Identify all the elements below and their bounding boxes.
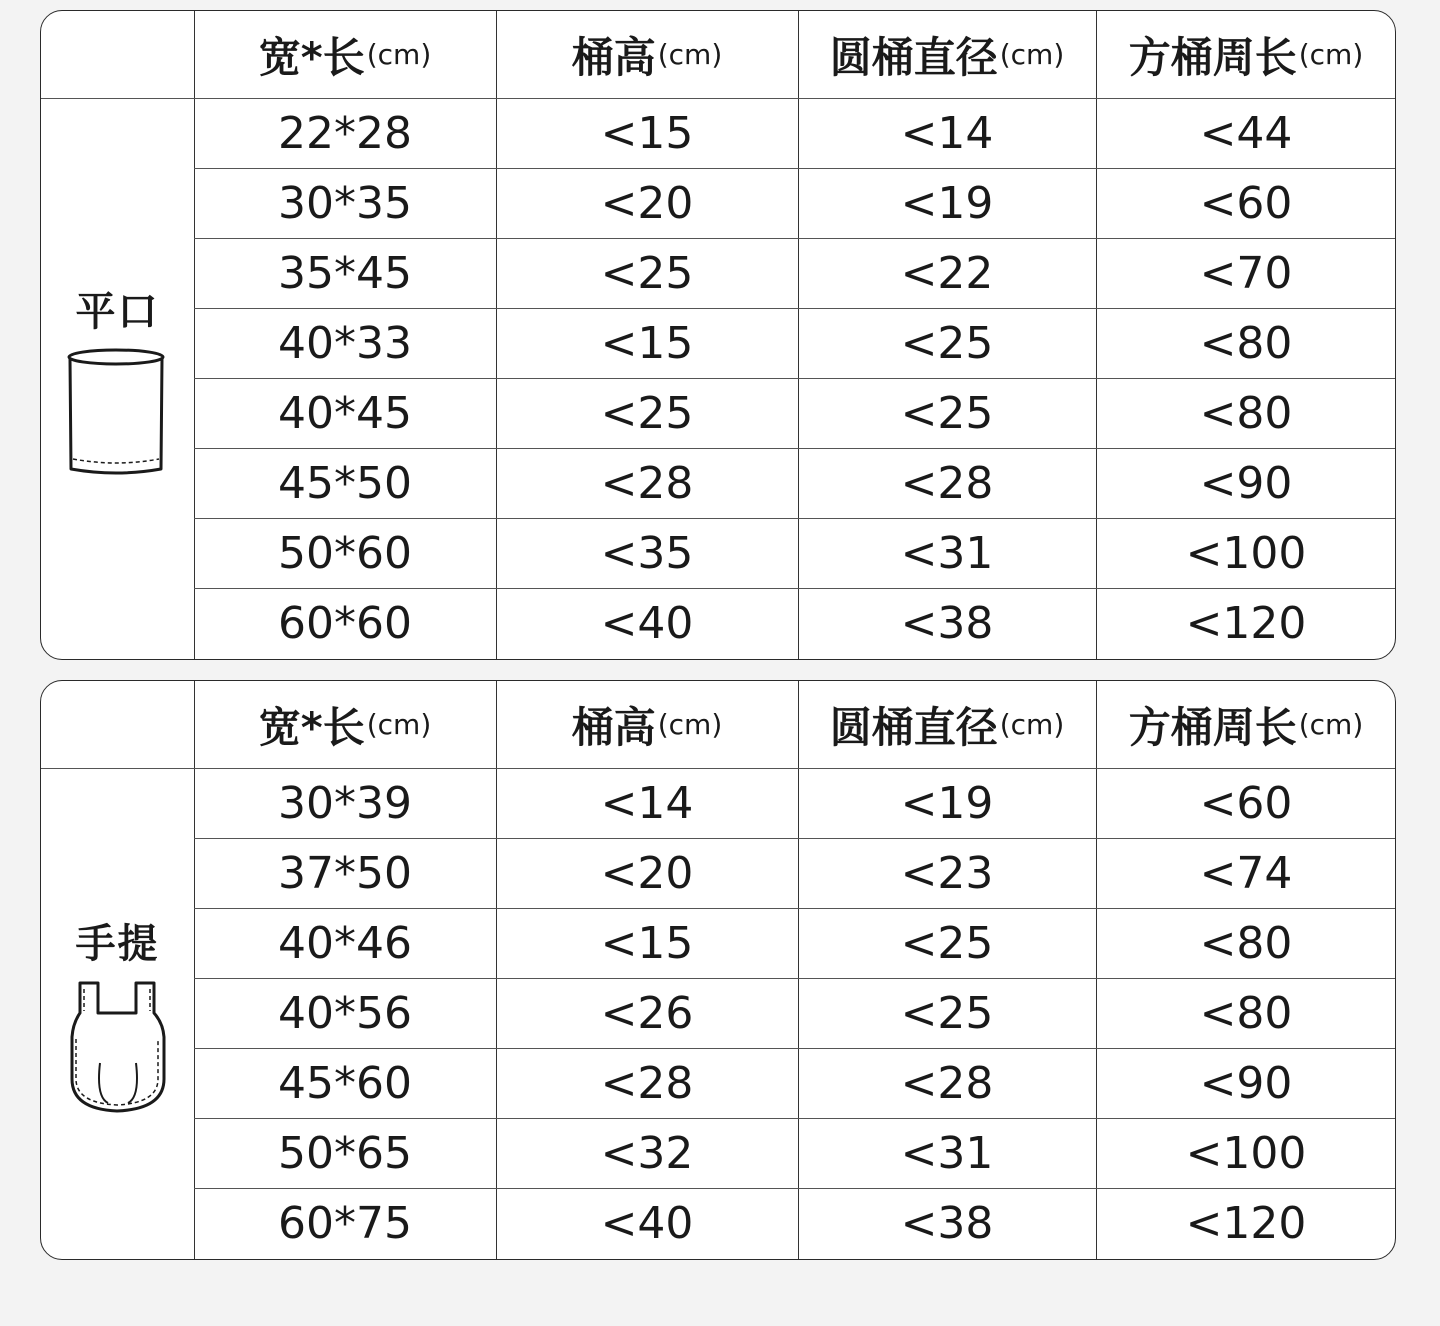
size-cell: 37*50: [278, 847, 412, 899]
perimeter-cell: <90: [1199, 1057, 1293, 1109]
table-row: [194, 768, 1395, 838]
height-cell: <28: [600, 1057, 694, 1109]
perimeter-cell: <74: [1199, 847, 1293, 899]
height-cell: <15: [600, 317, 694, 369]
size-cell: 50*60: [278, 527, 412, 579]
flat-category: [41, 98, 194, 659]
size-cell: 35*45: [278, 247, 412, 299]
header-unit: (cm): [366, 708, 432, 741]
size-cell: 45*60: [278, 1057, 412, 1109]
header-height: [496, 11, 798, 98]
height-cell: <35: [600, 527, 694, 579]
table-row: [194, 448, 1395, 518]
perimeter-cell: <60: [1199, 777, 1293, 829]
header-round-diameter: [798, 11, 1096, 98]
height-cell: <14: [600, 777, 694, 829]
flat-bag-size-table: [40, 10, 1396, 660]
perimeter-cell: <100: [1185, 527, 1307, 579]
header-round-label: 圆桶直径: [829, 702, 998, 752]
diameter-cell: <19: [900, 777, 994, 829]
size-cell: 50*65: [278, 1127, 412, 1179]
height-cell: <26: [600, 987, 694, 1039]
size-cell: 45*50: [278, 457, 412, 509]
table-row: [194, 908, 1395, 978]
diameter-cell: <23: [900, 847, 994, 899]
diameter-cell: <25: [900, 317, 994, 369]
perimeter-cell: <100: [1185, 1127, 1307, 1179]
diameter-cell: <19: [900, 177, 994, 229]
perimeter-cell: <80: [1199, 317, 1293, 369]
table-row: [194, 238, 1395, 308]
size-cell: 40*46: [278, 917, 412, 969]
header-unit: (cm): [657, 708, 723, 741]
header-unit: (cm): [999, 38, 1065, 71]
header-size: [194, 11, 496, 98]
header-height: [496, 681, 798, 768]
table-row: [194, 378, 1395, 448]
diameter-cell: <38: [900, 597, 994, 649]
size-cell: 30*39: [278, 777, 412, 829]
diameter-cell: <31: [900, 1127, 994, 1179]
height-cell: <25: [600, 387, 694, 439]
table-row: [194, 838, 1395, 908]
height-cell: <32: [600, 1127, 694, 1179]
header-square-label: 方桶周长: [1128, 702, 1297, 752]
height-cell: <20: [600, 847, 694, 899]
flat-bag-icon: [66, 347, 170, 477]
header-round-diameter: [798, 681, 1096, 768]
height-cell: <20: [600, 177, 694, 229]
table-row: [194, 1188, 1395, 1258]
perimeter-cell: <80: [1199, 917, 1293, 969]
size-cell: 60*75: [278, 1197, 412, 1249]
perimeter-cell: <70: [1199, 247, 1293, 299]
size-cell: 40*56: [278, 987, 412, 1039]
size-cell: 40*33: [278, 317, 412, 369]
diameter-cell: <38: [900, 1197, 994, 1249]
header-unit: (cm): [366, 38, 432, 71]
table-row: [194, 98, 1395, 168]
diameter-cell: <14: [900, 107, 994, 159]
perimeter-cell: <80: [1199, 387, 1293, 439]
header-round-label: 圆桶直径: [829, 32, 998, 82]
header-height-label: 桶高: [571, 32, 656, 82]
diameter-cell: <31: [900, 527, 994, 579]
table-row: [194, 1048, 1395, 1118]
size-cell: 40*45: [278, 387, 412, 439]
handle-bag-size-table: [40, 680, 1396, 1260]
header-size-label: 宽*长: [258, 32, 365, 82]
perimeter-cell: <44: [1199, 107, 1293, 159]
perimeter-cell: <80: [1199, 987, 1293, 1039]
table-row: [194, 1118, 1395, 1188]
table-row: [194, 978, 1395, 1048]
header-size: [194, 681, 496, 768]
header-unit: (cm): [1298, 38, 1364, 71]
size-cell: 22*28: [278, 107, 412, 159]
height-cell: <40: [600, 1197, 694, 1249]
table-row: [194, 168, 1395, 238]
category-label: 平口: [75, 289, 160, 335]
height-cell: <40: [600, 597, 694, 649]
diameter-cell: <28: [900, 1057, 994, 1109]
height-cell: <28: [600, 457, 694, 509]
header-unit: (cm): [1298, 708, 1364, 741]
table-row: [194, 518, 1395, 588]
size-cell: 30*35: [278, 177, 412, 229]
height-cell: <15: [600, 917, 694, 969]
header-height-label: 桶高: [571, 702, 656, 752]
perimeter-cell: <90: [1199, 457, 1293, 509]
category-label: 手提: [75, 921, 160, 967]
vest-bag-icon: [66, 979, 170, 1115]
header-unit: (cm): [999, 708, 1065, 741]
header-square-perimeter: [1096, 11, 1396, 98]
diameter-cell: <25: [900, 987, 994, 1039]
perimeter-cell: <60: [1199, 177, 1293, 229]
diameter-cell: <25: [900, 917, 994, 969]
perimeter-cell: <120: [1185, 1197, 1307, 1249]
header-square-perimeter: [1096, 681, 1396, 768]
header-unit: (cm): [657, 38, 723, 71]
header-square-label: 方桶周长: [1128, 32, 1297, 82]
size-cell: 60*60: [278, 597, 412, 649]
diameter-cell: <28: [900, 457, 994, 509]
header-size-label: 宽*长: [258, 702, 365, 752]
handle-category: [41, 768, 194, 1259]
height-cell: <15: [600, 107, 694, 159]
diameter-cell: <22: [900, 247, 994, 299]
table-row: [194, 588, 1395, 658]
perimeter-cell: <120: [1185, 597, 1307, 649]
diameter-cell: <25: [900, 387, 994, 439]
height-cell: <25: [600, 247, 694, 299]
table-row: [194, 308, 1395, 378]
